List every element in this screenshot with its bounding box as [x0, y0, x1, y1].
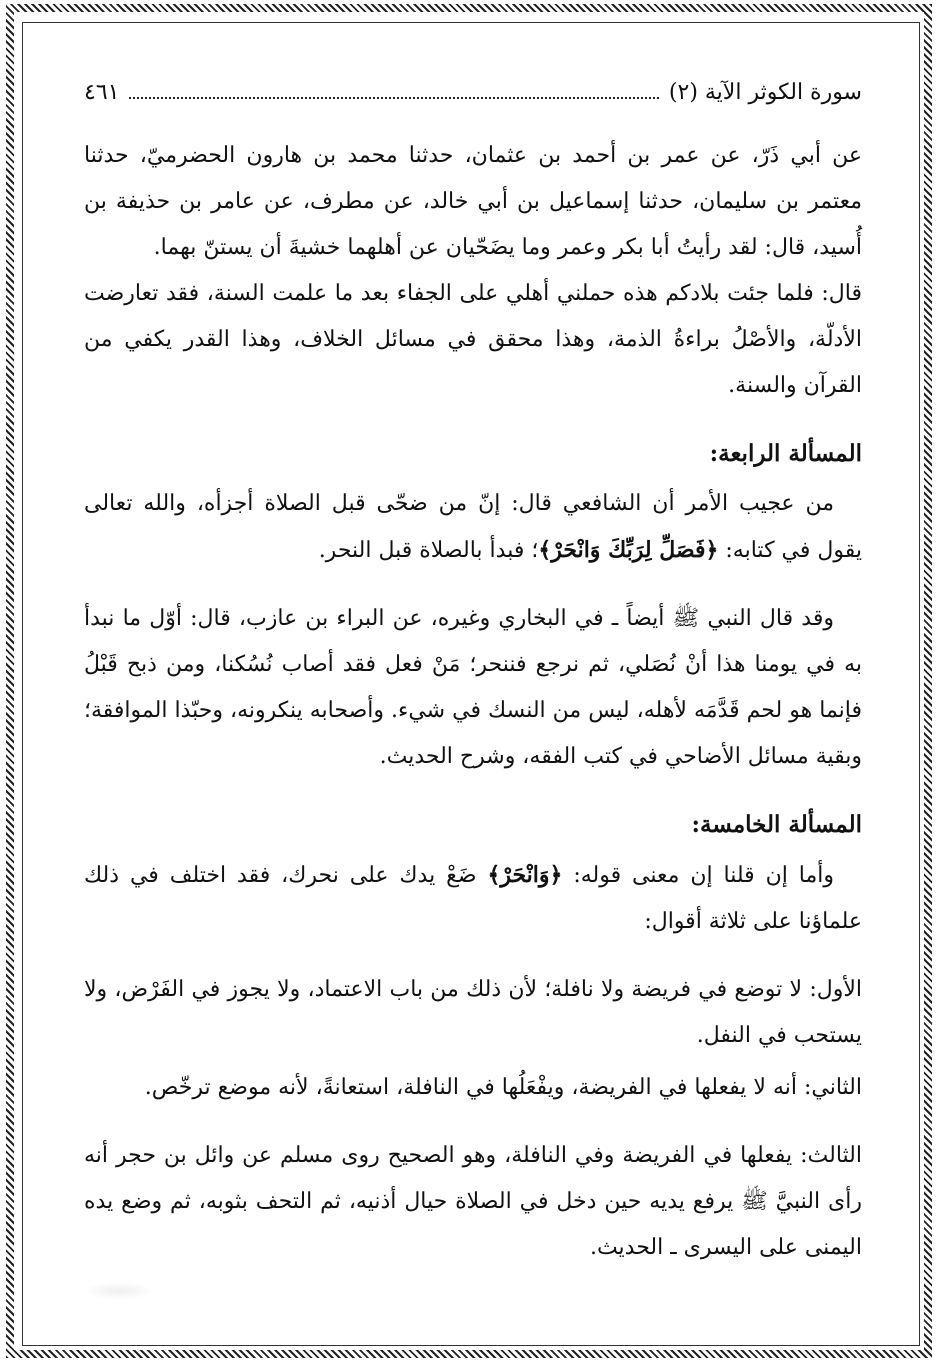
conclusion-paragraph: قال: فلما جئت بلادكم هذه حملني أهلي على الجفاء بعد ما علمت السنة، فقد تعارضت الأدلّة، والأصْلُ براءةُ الذمة، وهذا محقق في مسائل الخلاف، وهذا القدر يكفي من القرآن والسنة. — [84, 281, 862, 398]
page-header — [84, 80, 862, 107]
section4-p1-text-after: ؛ فبدأ بالصلاة قبل النحر. — [318, 538, 539, 563]
section5-p1-text-before: وأما إن قلنا إن معنى قوله: — [562, 863, 834, 888]
quran-verse-pray-sacrifice: ﴿فَصَلِّ لِرَبِّكَ وَانْحَرْ﴾ — [538, 537, 719, 563]
intro-paragraph: عن أبي ذَرّ، عن عمر بن أحمد بن عثمان، حدثنا محمد بن هارون الحضرميّ، حدثنا معتمر بن سليمان، حدثنا إسماعيل بن أبي خالد، عن مطرف، عن عامر بن حذيفة بن أُسيد، قال: لقد رأيتُ أبا بكر وعمر وما يضَحّيان عن أهلهما خشيةَ أن يستنّ بهما. — [84, 143, 862, 260]
book-page — [84, 80, 862, 1271]
section4-paragraph-1 — [84, 481, 862, 574]
paper-smudge — [84, 1282, 154, 1300]
running-title: سورة الكوثر الآية (٢) — [668, 80, 862, 105]
section-heading-fourth: المسألة الرابعة: — [709, 440, 862, 467]
opinion-first: الأول: لا توضع في فريضة ولا نافلة؛ لأن ذلك من باب الاعتماد، ولا يجوز في الفَرْض، ولا يستحب في النفل. — [84, 977, 862, 1048]
opinion-third: الثالث: يفعلها في الفريضة وفي النافلة، وهو الصحيح روى مسلم عن وائل بن حجر أنه رأى النبيَّ ﷺ يرفع يديه حين دخل في الصلاة حيال أذنيه، ثم التحف بثوبه، ثم وضع يده اليمنى على اليسرى ـ الحديث. — [84, 1143, 862, 1260]
section5-p1-text-after: ضَعْ يدك على نحرك، فقد اختلف في ذلك علماؤنا على ثلاثة أقوال: — [84, 863, 862, 934]
opinion-second: الثاني: أنه لا يفعلها في الفريضة، ويفْعَلُها في النافلة، استعانةً، لأنه موضع ترخّص. — [144, 1075, 862, 1100]
section5-paragraph-1 — [84, 852, 862, 945]
quran-verse-sacrifice: ﴿وَانْحَرْ﴾ — [487, 862, 563, 888]
header-dot-leader — [129, 83, 658, 99]
page-number: ٤٦١ — [84, 80, 120, 105]
section-heading-fifth: المسألة الخامسة: — [691, 811, 862, 838]
section4-p1-text-before: من عجيب الأمر أن الشافعي قال: إنّ من ضحّى قبل الصلاة أجزأه، والله تعالى يقول في كتابه: — [84, 491, 862, 563]
section4-paragraph-2: وقد قال النبي ﷺ أيضاً ـ في البخاري وغيره، عن البراء بن عازب، قال: أوّل ما نبدأ به في يومنا هذا أنْ نُصَلي، ثم نرجع فننحر؛ مَنْ فعل فقد أصاب نُسُكنا، ومن ذبح قَبْلُ فإنما هو لحم قَدَّمَه لأهله، ليس من النسك في شيء. وأصحابه ينكرونه، وحبّذا الموافقة؛ وبقية مسائل الأضاحي في كتب الفقه، وشرح الحديث. — [84, 606, 862, 769]
